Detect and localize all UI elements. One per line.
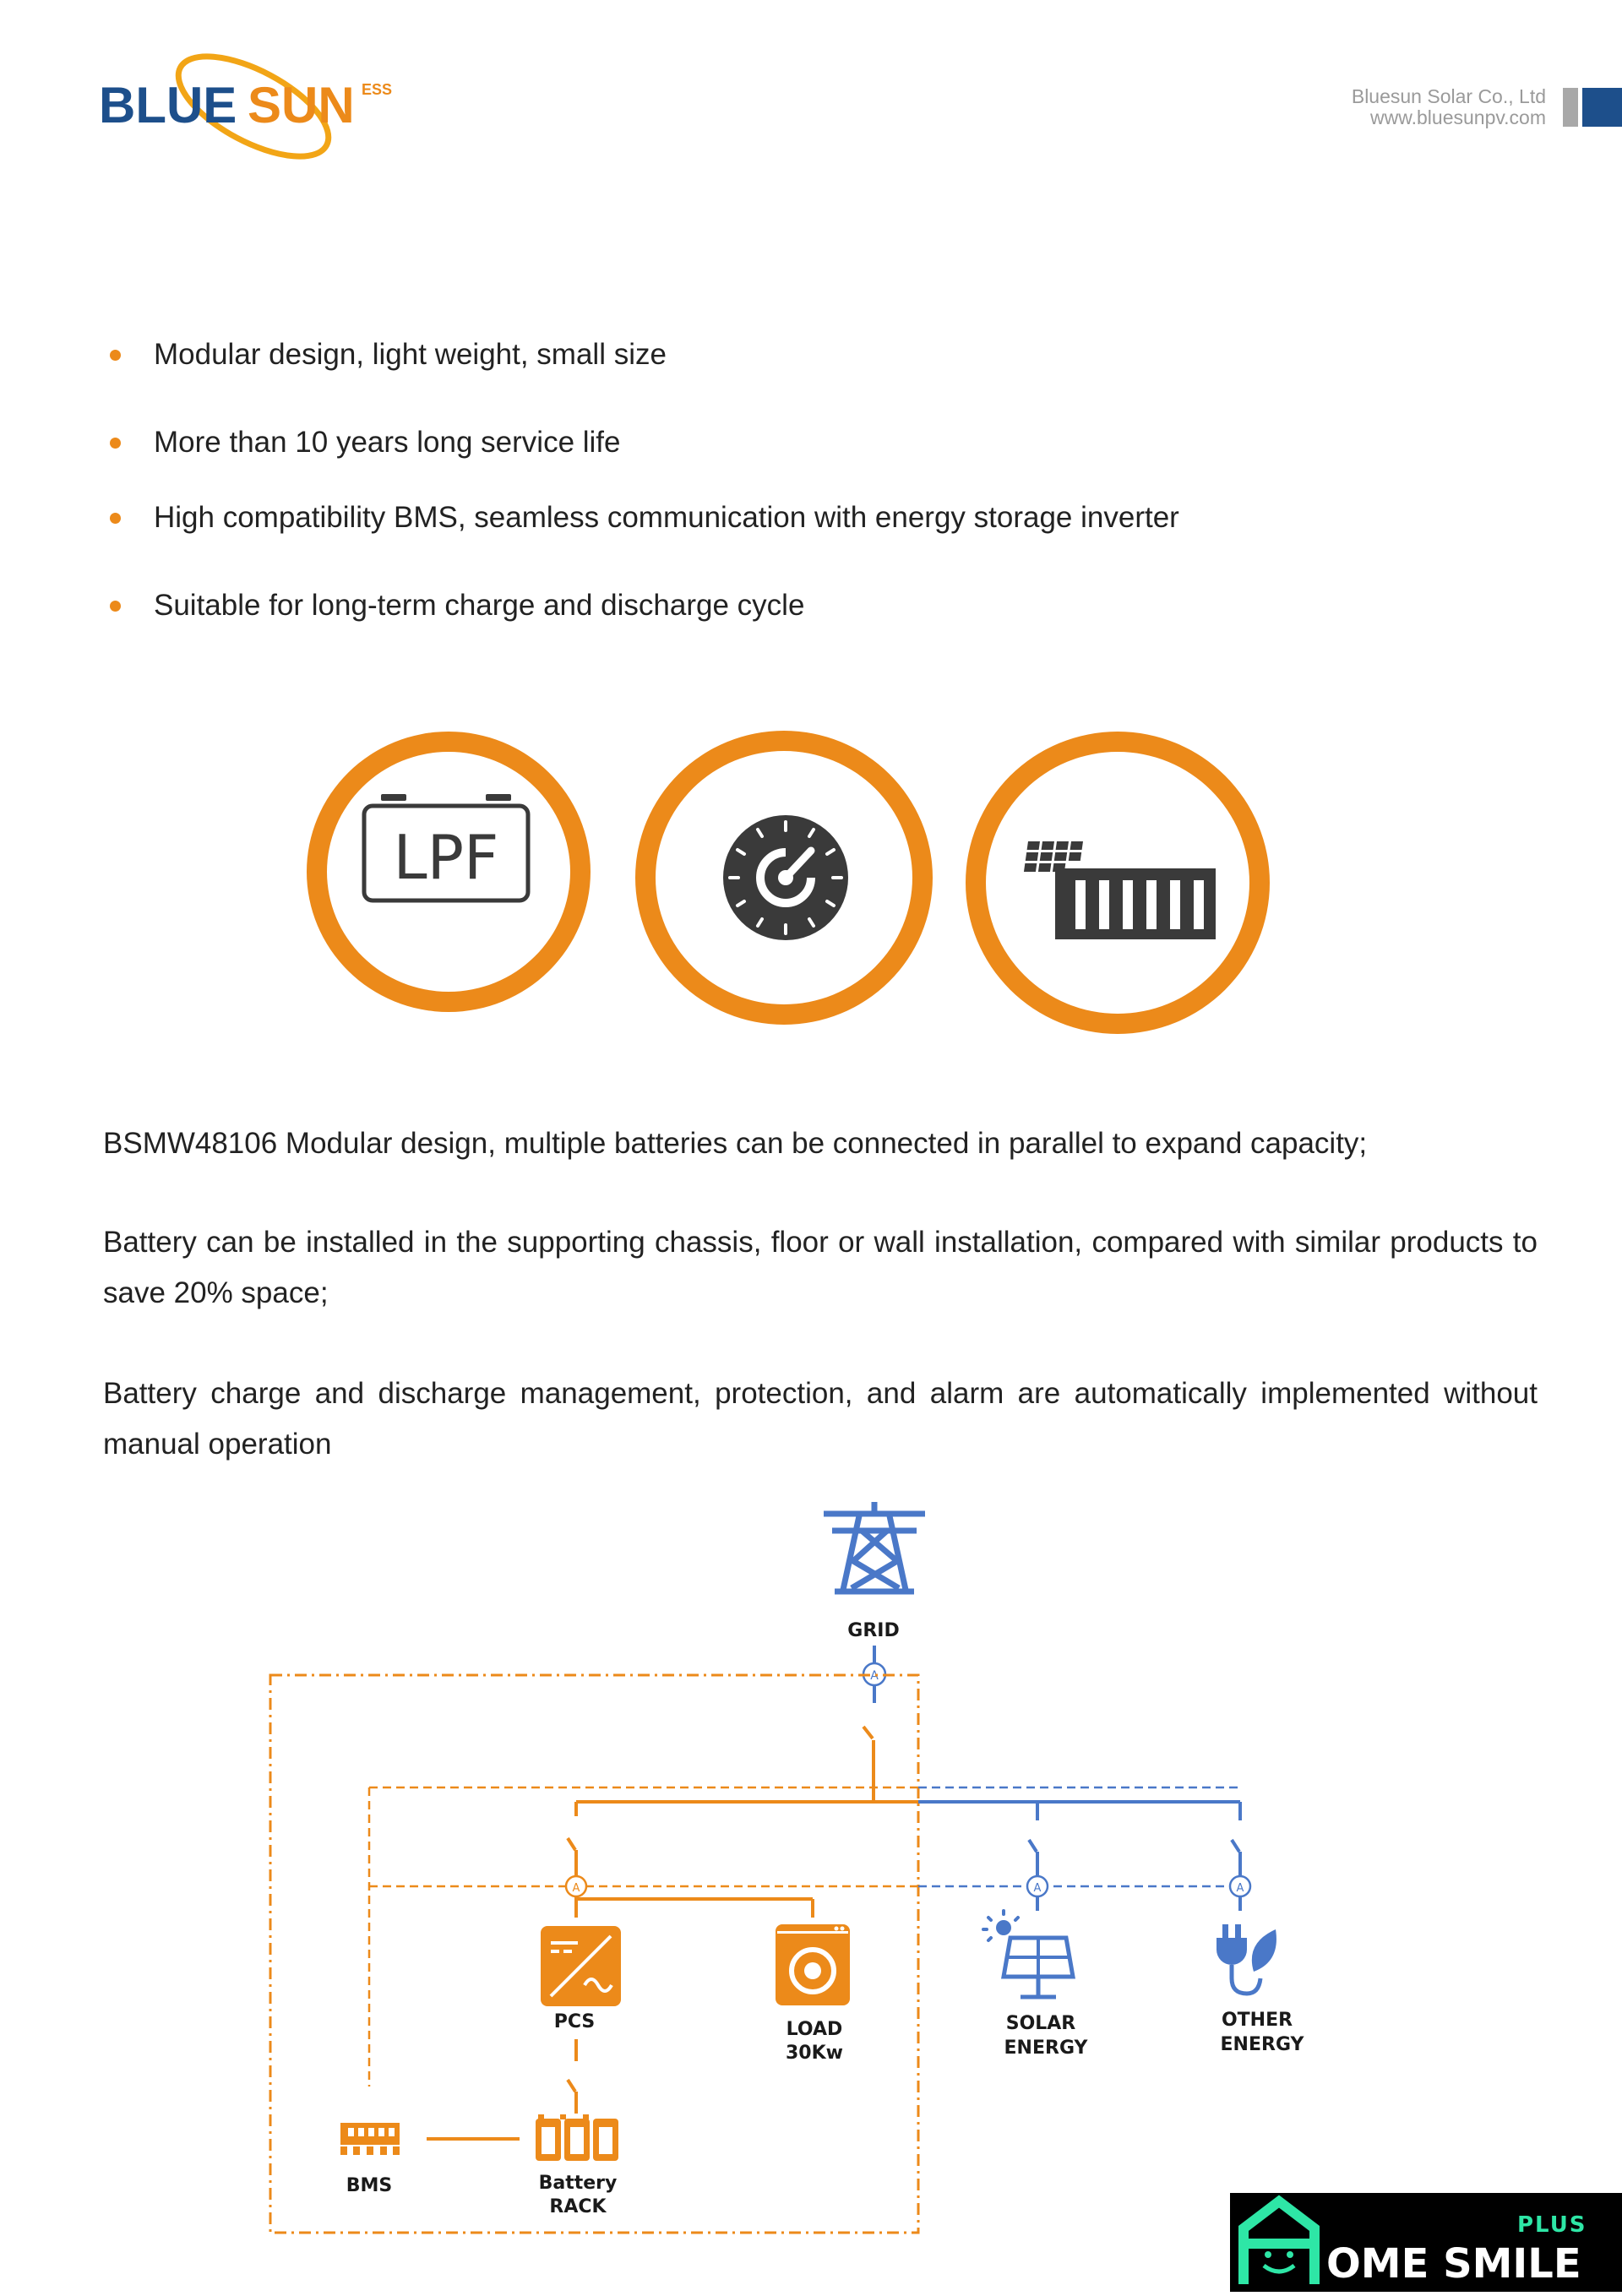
battery-feature-circle	[307, 732, 591, 1012]
bms-module-icon	[340, 2123, 400, 2155]
system-diagram	[0, 1487, 1622, 2247]
load-power-label: 30Kw	[786, 2043, 843, 2064]
battery-rack-icon	[536, 2114, 618, 2161]
svg-text:A: A	[870, 1669, 879, 1683]
company-name: Bluesun Solar Co., Ltd	[1351, 85, 1546, 107]
logo-text-orange: SUN	[248, 77, 355, 133]
solar-container-icon	[1016, 841, 1219, 943]
grid-tower-icon	[824, 1502, 925, 1591]
pcs-inverter-icon	[541, 1926, 621, 2006]
paragraph-modular: BSMW48106 Modular design, multiple batteries can be connected in parallel to expand capacity;	[103, 1127, 1368, 1160]
home-smile-logo	[1230, 2193, 1622, 2292]
header-tab-blue	[1582, 88, 1622, 127]
paragraph-management: Battery charge and discharge management, protection, and alarm are automatically implemented without manual operation	[103, 1377, 1538, 1461]
header-tab-grey	[1563, 88, 1578, 127]
rack-label: RACK	[549, 2196, 607, 2217]
load-label: LOAD	[786, 2019, 843, 2040]
bullet-dot-icon	[110, 350, 121, 361]
speedometer-icon	[721, 813, 850, 942]
solar-panel-icon	[983, 1911, 1073, 1997]
company-info	[1352, 86, 1546, 128]
badge-text: OME SMILE	[1326, 2240, 1581, 2288]
other-label-2: ENERGY	[1220, 2034, 1304, 2055]
solar-label-1: SOLAR	[1005, 2013, 1076, 2034]
bms-label: BMS	[346, 2175, 393, 2196]
bullet-dot-icon	[110, 601, 121, 612]
lpf-label: LPF	[393, 822, 499, 893]
bullet-dot-icon	[110, 438, 121, 449]
svg-text:A: A	[572, 1882, 580, 1895]
grid-label: GRID	[847, 1620, 900, 1641]
bluesun-logo	[97, 41, 418, 163]
logo-ess: ESS	[362, 81, 393, 98]
svg-text:A: A	[1033, 1882, 1042, 1895]
load-washer-icon	[776, 1924, 850, 2005]
company-website[interactable]: www.bluesunpv.com	[1370, 106, 1546, 128]
battery-label: Battery	[538, 2173, 618, 2194]
other-label-1: OTHER	[1221, 2010, 1293, 2031]
paragraph-installation: Battery can be installed in the supporting chassis, floor or wall installation, compared with similar products to save 20% space;	[103, 1226, 1538, 1309]
svg-text:A: A	[1236, 1882, 1244, 1895]
logo-text-blue: BLUE	[99, 77, 237, 133]
performance-feature-circle	[635, 731, 933, 1025]
bullet-dot-icon	[110, 513, 121, 524]
home-smile-plus-badge	[1230, 2193, 1622, 2292]
badge-plus: PLUS	[1517, 2212, 1587, 2238]
solar-label-2: ENERGY	[1004, 2038, 1088, 2059]
lpf-battery-icon	[361, 794, 538, 912]
plug-leaf-icon	[1216, 1924, 1276, 1994]
storage-feature-circle	[966, 732, 1270, 1034]
pcs-label: PCS	[553, 2011, 596, 2032]
